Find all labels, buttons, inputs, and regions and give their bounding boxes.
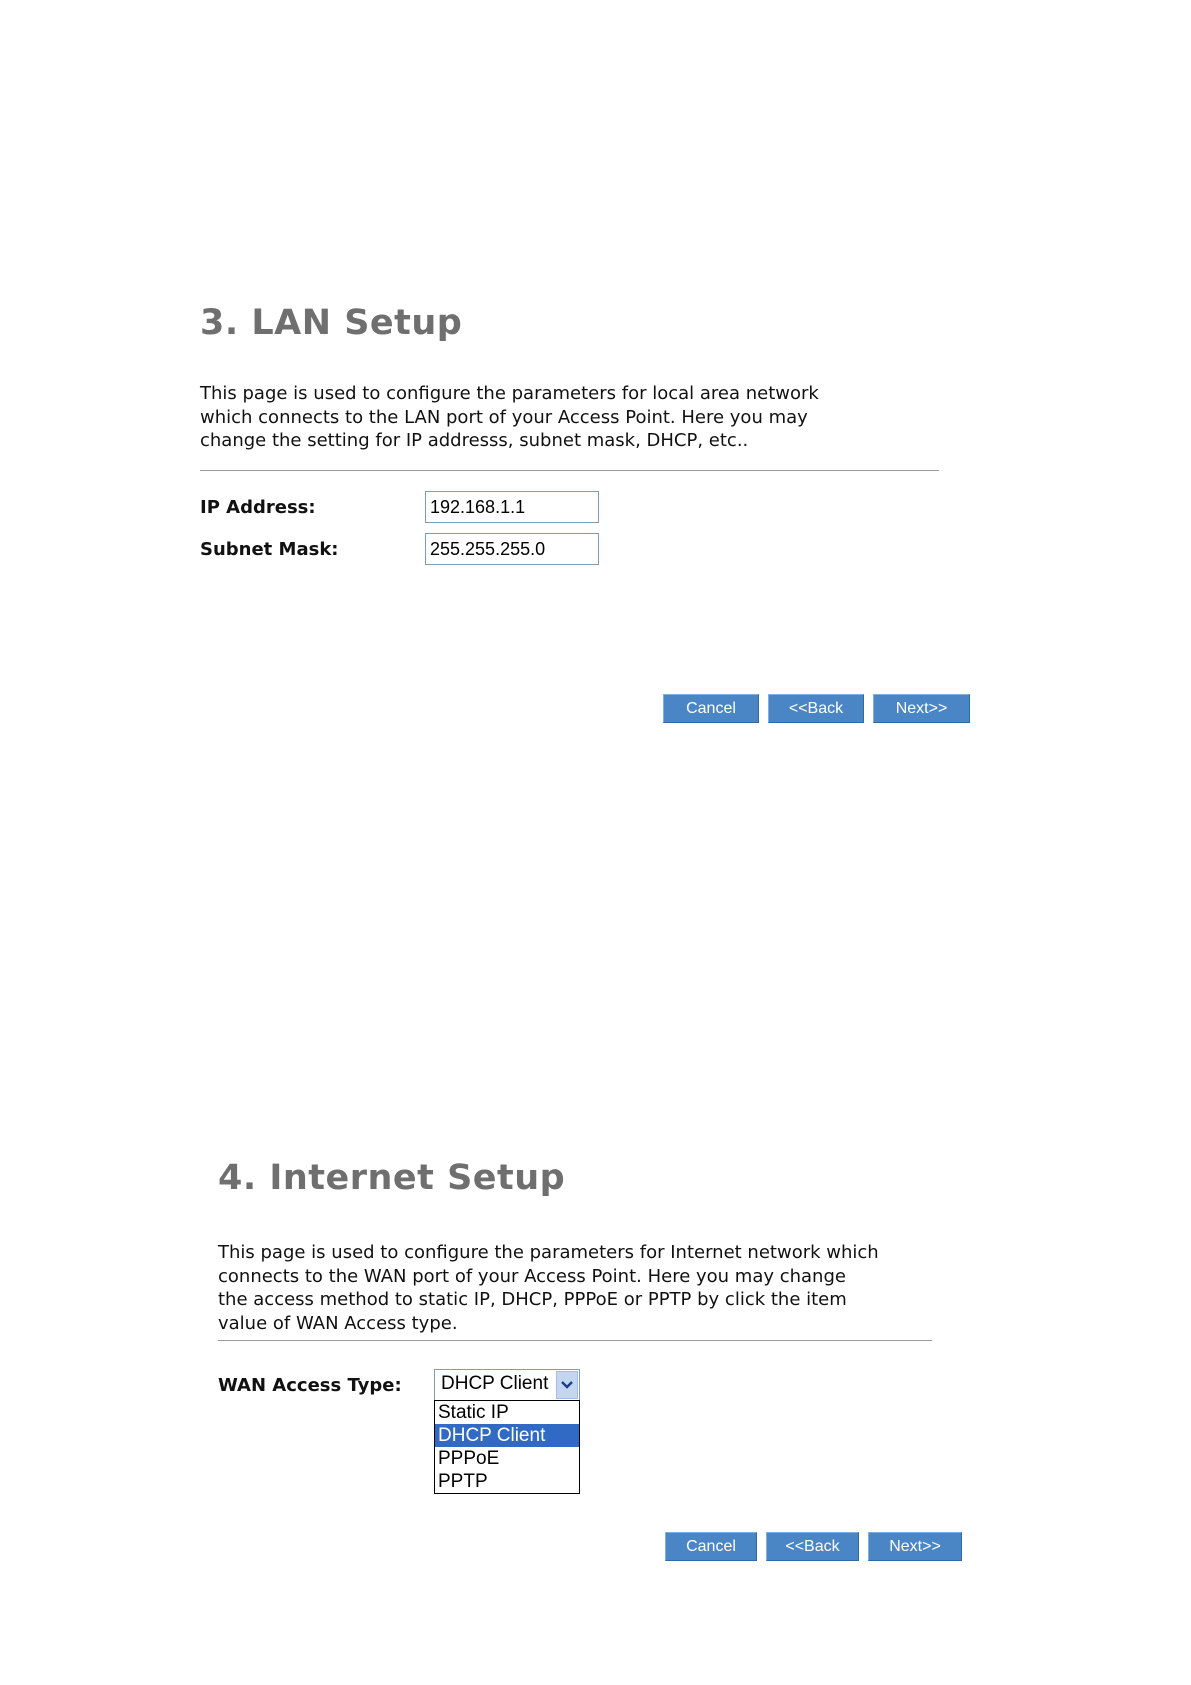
lan-description-line: This page is used to configure the parameters for local area network (200, 383, 819, 404)
internet-description-line: This page is used to configure the parameters for Internet network which (218, 1242, 879, 1263)
internet-divider (218, 1340, 932, 1341)
internet-setup-description (218, 1241, 879, 1335)
internet-description-line: value of WAN Access type. (218, 1312, 458, 1334)
lan-setup-title: 3. LAN Setup (200, 303, 463, 343)
option-dhcp-client[interactable]: DHCP Client (435, 1424, 579, 1447)
lan-cancel-button[interactable]: Cancel (663, 694, 759, 723)
wan-access-type-selected-value: DHCP Client (441, 1373, 549, 1394)
internet-back-button[interactable]: <<Back (766, 1532, 859, 1561)
subnet-mask-label: Subnet Mask: (200, 539, 339, 560)
chevron-down-icon (561, 1380, 573, 1390)
internet-next-button[interactable]: Next>> (868, 1532, 962, 1561)
internet-setup-title: 4. Internet Setup (218, 1158, 566, 1198)
internet-description-line: connects to the WAN port of your Access Point. Here you may change (218, 1265, 846, 1287)
ip-address-label: IP Address: (200, 497, 316, 518)
ip-address-input[interactable] (425, 491, 599, 523)
option-static-ip[interactable]: Static IP (438, 1402, 509, 1423)
lan-next-button[interactable]: Next>> (873, 694, 970, 723)
lan-divider (200, 470, 939, 471)
lan-setup-description (200, 382, 819, 453)
subnet-mask-input[interactable] (425, 533, 599, 565)
option-pptp[interactable]: PPTP (438, 1471, 488, 1492)
internet-setup-section (218, 1140, 978, 1570)
wan-access-type-label: WAN Access Type: (218, 1375, 402, 1396)
option-pppoe[interactable]: PPPoE (438, 1448, 500, 1469)
lan-description-line: change the setting for IP addresss, subnet mask, DHCP, etc.. (200, 430, 749, 451)
wan-access-type-select[interactable] (434, 1369, 580, 1401)
lan-setup-section (200, 0, 980, 740)
wan-access-type-options-list (434, 1400, 580, 1494)
internet-description-line: the access method to static IP, DHCP, PPPoE or PPTP by click the item (218, 1289, 847, 1310)
internet-cancel-button[interactable]: Cancel (665, 1532, 757, 1561)
lan-back-button[interactable]: <<Back (768, 694, 864, 723)
lan-description-line: which connects to the LAN port of your Access Point. Here you may (200, 406, 808, 428)
dropdown-arrow-button[interactable] (556, 1371, 578, 1399)
